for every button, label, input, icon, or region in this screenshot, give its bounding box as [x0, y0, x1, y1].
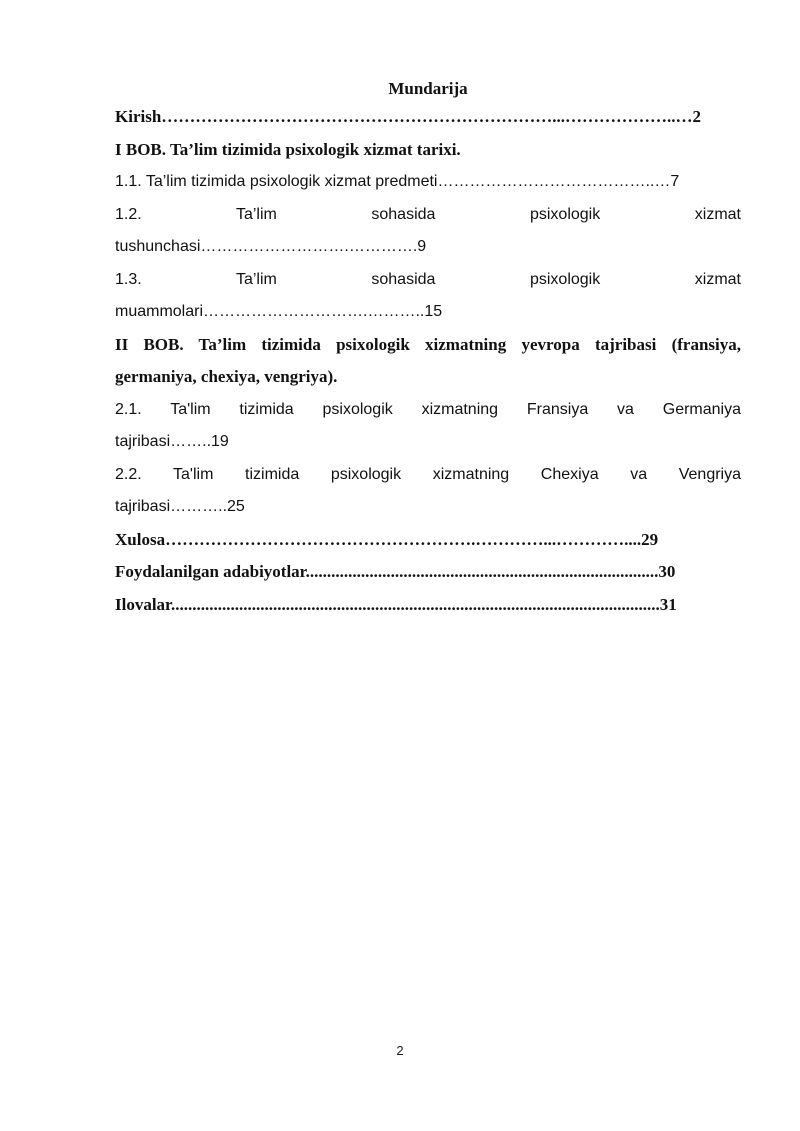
toc-entry-xulosa: Xulosa……………………………………………….…………...…………....29	[115, 529, 659, 549]
toc-entry-2-2-continued: tajribasi………..25	[115, 498, 245, 515]
toc-entry-1-2: 1.2. Ta’lim sohasida psixologik xizmat	[115, 205, 741, 223]
toc-entry-kirish: Kirish……………………………………………………………...………………..…2	[115, 107, 702, 126]
toc-entry-1-1: 1.1. Ta’lim tizimida psixologik xizmat predmeti…………………………………..…7	[115, 173, 680, 190]
toc-entry-2-1: 2.1. Ta'lim tizimida psixologik xizmatning Fransiya va Germaniya	[115, 400, 741, 418]
toc-entry-2-2: 2.2. Ta'lim tizimida psixologik xizmatning Chexiya va Vengriya	[115, 465, 741, 483]
toc-entry-1-3: 1.3. Ta’lim sohasida psixologik xizmat	[115, 270, 741, 288]
toc-entry-1-3-continued: muammolari………………………….………..15	[115, 303, 443, 320]
toc-entry-foydalanilgan-adabiyotlar: Foydalanilgan adabiyotlar...................................................................................30	[115, 562, 676, 581]
toc-chapter-2-heading-continued: germaniya, chexiya, vengriya).	[115, 367, 338, 386]
toc-title: Mundarija	[388, 79, 468, 98]
toc-entry-2-1-continued: tajribasi……..19	[115, 433, 229, 450]
page-number: 2	[396, 1043, 404, 1058]
toc-chapter-2-heading: II BOB. Ta’lim tizimida psixologik xizmatning yevropa tajribasi (fransiya,	[115, 334, 741, 354]
table-of-contents	[115, 76, 741, 621]
toc-chapter-1-heading: I BOB. Ta’lim tizimida psixologik xizmat tarixi.	[115, 139, 461, 159]
toc-entry-1-2-continued: tushunchasi……………………….………….9	[115, 238, 427, 255]
toc-entry-ilovalar: Ilovalar...................................................................................................................31	[115, 594, 677, 614]
